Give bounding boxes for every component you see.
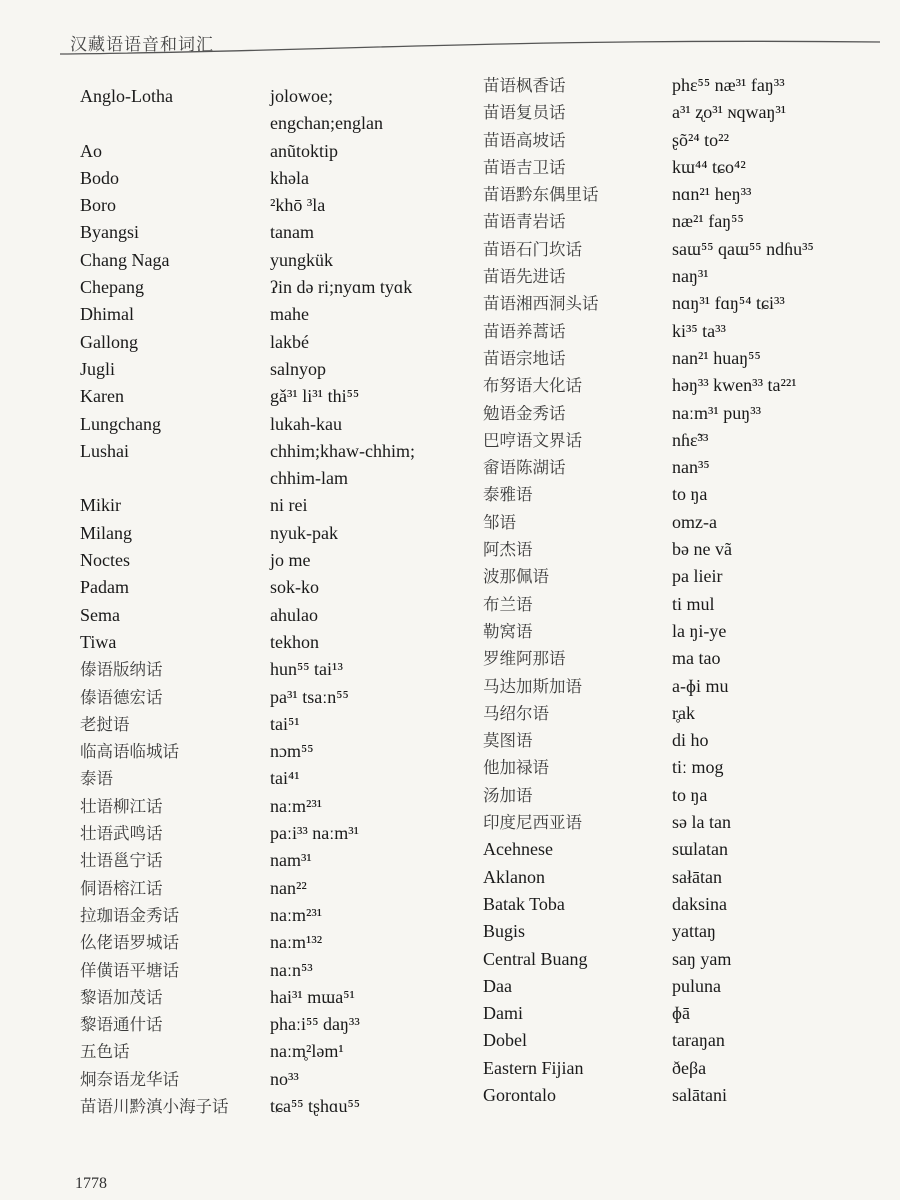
word-form: ɸā	[672, 1003, 690, 1024]
word-form: saŋ yam	[672, 948, 732, 969]
word-form: lakbé	[270, 331, 309, 352]
word-form: mahe	[270, 304, 309, 325]
language-name: 苗语复员话	[483, 103, 566, 123]
language-name: Milang	[80, 522, 132, 543]
language-name: Eastern Fijian	[483, 1057, 584, 1078]
language-name: Karen	[80, 386, 124, 407]
language-name: Bugis	[483, 921, 526, 942]
language-name: 邹语	[483, 512, 516, 532]
language-name: 巴哼语文界话	[483, 430, 582, 450]
language-name: Bodo	[80, 167, 120, 188]
word-form: nyuk-pak	[270, 522, 338, 543]
language-name: 苗语黔东偶里话	[483, 185, 599, 205]
word-form: phaːi⁵⁵ daŋ³³	[270, 1014, 360, 1035]
language-name: Gorontalo	[483, 1084, 556, 1105]
word-form: tanam	[270, 222, 314, 243]
language-name: 泰雅语	[483, 485, 533, 505]
language-name: Noctes	[80, 550, 130, 571]
language-name: Aklanon	[483, 866, 545, 887]
column-2	[270, 83, 470, 1120]
language-name: Daa	[483, 975, 512, 996]
language-name: 印度尼西亚语	[483, 813, 582, 833]
word-form: sɯlatan	[672, 839, 728, 860]
word-form: jolowoe;	[270, 86, 333, 106]
language-name: Chang Naga	[80, 249, 170, 270]
language-name: 苗语先进话	[483, 267, 566, 287]
word-form: daksina	[672, 893, 727, 914]
word-form: to ŋa	[672, 784, 708, 805]
language-name: 苗语湘西洞头话	[483, 294, 599, 314]
language-name: 罗维阿那语	[483, 649, 566, 669]
word-form: hun⁵⁵ tai¹³	[270, 659, 343, 680]
language-name: Tiwa	[80, 631, 117, 652]
language-name: 苗语青岩话	[483, 212, 566, 232]
word-form: nan²²	[270, 877, 307, 898]
language-name: Dobel	[483, 1030, 527, 1051]
word-form: taraŋan	[672, 1030, 725, 1051]
word-form: a-ɸi mu	[672, 675, 729, 696]
language-name: 马绍尔语	[483, 703, 549, 723]
word-form: nan²¹ huaŋ⁵⁵	[672, 347, 761, 368]
language-name: 黎语加茂话	[80, 987, 163, 1007]
word-form: ðeβa	[672, 1057, 707, 1078]
word-form: bə ne vã	[672, 539, 732, 560]
language-name: 畲语陈湖话	[483, 458, 566, 478]
column-4	[672, 72, 872, 1109]
word-form: ²khō ³la	[270, 195, 326, 216]
word-form: ʔin də ri;nyɑm tyɑk	[270, 277, 413, 298]
language-name: Lushai	[80, 440, 129, 461]
language-name: Central Buang	[483, 948, 588, 969]
word-form: ni rei	[270, 495, 308, 516]
word-form: ki³⁵ ta³³	[672, 320, 726, 341]
language-name: 黎语通什话	[80, 1015, 163, 1035]
word-form: a³¹ ʐo³¹ ɴqwaŋ³¹	[672, 102, 787, 123]
language-name: 傣语版纳话	[80, 660, 163, 680]
word-form: naŋ³¹	[672, 266, 709, 287]
language-name: Jugli	[80, 358, 116, 379]
language-name: Ao	[80, 140, 102, 161]
language-name: 老挝语	[80, 714, 130, 734]
word-form: naːm²³¹	[270, 904, 323, 925]
word-form: tai⁵¹	[270, 713, 300, 734]
word-form: tekhon	[270, 631, 319, 652]
word-form: nɑŋ³¹ fɑŋ⁵⁴ tɕi³³	[672, 293, 785, 314]
language-name: 临高语临城话	[80, 742, 179, 762]
language-name: 苗语养蒿话	[483, 321, 566, 341]
word-form: nɑn²¹ heŋ³³	[672, 184, 752, 205]
language-name: Boro	[80, 195, 116, 216]
word-form: to ŋa	[672, 484, 708, 505]
language-name: 五色话	[80, 1042, 130, 1062]
word-form: nan³⁵	[672, 457, 710, 478]
word-form: ʂõ²⁴ to²²	[672, 129, 729, 150]
language-name	[80, 110, 265, 137]
word-form: ti mul	[672, 593, 715, 614]
language-name: 壮语邕宁话	[80, 851, 163, 871]
word-form: ma tao	[672, 648, 721, 669]
page-number: 1778	[75, 1175, 107, 1192]
language-name: 苗语石门坎话	[483, 239, 582, 259]
language-name: 侗语榕江话	[80, 878, 163, 898]
word-form: naːm¹³²	[270, 932, 323, 953]
word-form: phɛ⁵⁵ næ³¹ faŋ³³	[672, 75, 785, 95]
word-form: salātani	[672, 1084, 727, 1105]
language-name: 莫图语	[483, 731, 533, 751]
word-form: nɔm⁵⁵	[270, 741, 314, 762]
language-name: 布努语大化话	[483, 376, 582, 396]
word-form: naːm²³¹	[270, 795, 323, 816]
language-name: 勒窝语	[483, 621, 533, 641]
language-name: 傣语德宏话	[80, 687, 163, 707]
language-name: Dhimal	[80, 304, 134, 325]
language-name: 佯僙语平塘话	[80, 960, 179, 980]
language-name: 炯奈语龙华话	[80, 1069, 179, 1089]
language-name: Gallong	[80, 331, 138, 352]
word-form: sok-ko	[270, 577, 319, 598]
language-name: Lungchang	[80, 413, 161, 434]
language-name: Chepang	[80, 277, 144, 298]
word-form: naːn⁵³	[270, 959, 313, 980]
column-1	[80, 83, 265, 1120]
language-name: Sema	[80, 604, 120, 625]
word-form: sə la tan	[672, 812, 731, 833]
word-form: khəla	[270, 167, 309, 188]
language-name: 波那佩语	[483, 567, 549, 587]
word-form: kɯ⁴⁴ tɕo⁴²	[672, 156, 746, 177]
language-name: Acehnese	[483, 839, 553, 860]
word-form: tai⁴¹	[270, 768, 300, 789]
word-form: pa³¹ tsaːn⁵⁵	[270, 686, 349, 707]
language-name: Byangsi	[80, 222, 140, 243]
language-name: 苗语川黔滇小海子话	[80, 1096, 229, 1116]
word-form: jo me	[270, 550, 311, 571]
word-form: hai³¹ mɯa⁵¹	[270, 986, 355, 1007]
word-form: di ho	[672, 730, 709, 751]
language-name: 壮语武鸣话	[80, 824, 163, 844]
word-form: no³³	[270, 1068, 299, 1089]
language-name: 苗语吉卫话	[483, 157, 566, 177]
word-form: sałātan	[672, 866, 722, 887]
word-form: nam³¹	[270, 850, 312, 871]
language-name: 苗语枫香话	[483, 76, 566, 95]
language-name: 仫佬语罗城话	[80, 933, 179, 953]
language-name: 拉珈语金秀话	[80, 905, 179, 925]
word-form: ahulao	[270, 604, 318, 625]
word-form: tiː mog	[672, 757, 724, 778]
word-form: yungkük	[270, 249, 333, 270]
language-name: Padam	[80, 577, 129, 598]
word-form: chhim;khaw-chhim;	[270, 440, 415, 461]
word-form: la ŋi-ye	[672, 620, 727, 641]
word-form: gǎ³¹ li³¹ thi⁵⁵	[270, 386, 360, 407]
language-name: Dami	[483, 1003, 523, 1024]
language-name: 苗语高坡话	[483, 130, 566, 150]
word-form: anũtoktip	[270, 140, 338, 161]
language-name: 他加禄语	[483, 758, 549, 778]
word-form: puluna	[672, 975, 721, 996]
language-name: 汤加语	[483, 785, 533, 805]
word-form: næ²¹ faŋ⁵⁵	[672, 211, 744, 232]
language-name: 泰语	[80, 769, 113, 789]
language-name: 马达加斯加语	[483, 676, 582, 696]
running-header-title: 汉藏语语音和词汇	[70, 35, 214, 54]
word-form: omz-a	[672, 511, 717, 532]
language-name: 苗语宗地话	[483, 348, 566, 368]
language-name: Mikir	[80, 495, 122, 516]
column-3	[483, 72, 643, 1109]
language-name: 勉语金秀话	[483, 403, 566, 423]
word-form: nɦɛ̃³³	[672, 429, 709, 450]
language-name: Batak Toba	[483, 893, 565, 914]
word-form: pa lieir	[672, 566, 723, 587]
language-name: 布兰语	[483, 594, 533, 614]
word-form: tɕa⁵⁵ tʂhɑu⁵⁵	[270, 1095, 360, 1116]
word-form: həŋ³³ kwen³³ ta²²¹	[672, 375, 797, 396]
word-form: salnyop	[270, 358, 326, 379]
word-form: lukah-kau	[270, 413, 342, 434]
language-name: Anglo-Lotha	[80, 86, 173, 106]
word-form: paːi³³ naːm³¹	[270, 823, 360, 844]
language-name	[80, 465, 265, 492]
word-form: naːm³¹ puŋ³³	[672, 402, 761, 423]
language-name: 阿杰语	[483, 540, 533, 560]
word-form: r̥ak	[672, 702, 695, 723]
word-form: yattaŋ	[672, 921, 716, 942]
word-form: saɯ⁵⁵ qaɯ⁵⁵ ndɦu³⁵	[672, 238, 814, 259]
word-form: naːm̥²ləm¹	[270, 1041, 344, 1062]
word-form: chhim-lam	[270, 468, 348, 489]
word-form: engchan;englan	[270, 113, 383, 134]
header-rule	[60, 36, 880, 58]
language-name: 壮语柳江话	[80, 796, 163, 816]
